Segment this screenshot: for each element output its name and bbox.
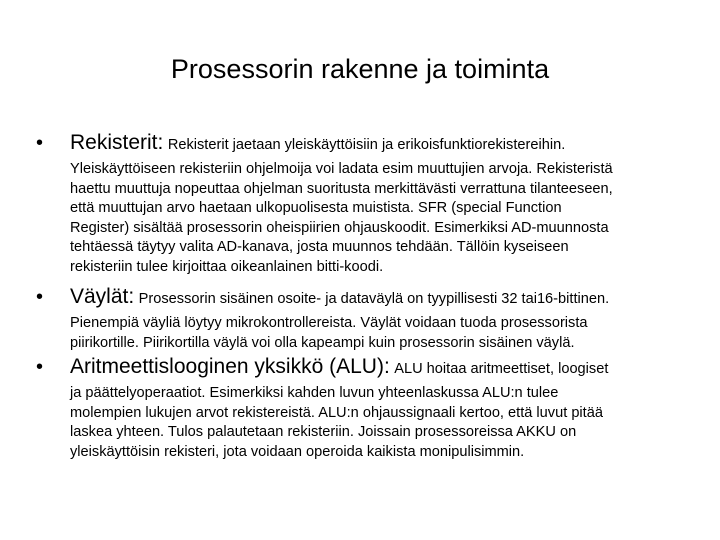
bullet-body <box>70 384 688 462</box>
body-line: ja päättelyoperaatiot. Esimerkiksi kahden luvun yhteenlaskussa ALU:n tulee <box>70 385 559 401</box>
bullet-term: Aritmeettislooginen yksikkö (ALU): <box>70 355 390 378</box>
body-line: yleiskäyttöisin rekisteri, jota voidaan operoida kaikista monipulisimmin. <box>70 443 525 460</box>
body-line: molempien lukujen arvot rekistereistä. ALU:n ohjaussignaali kertoo, että luvut pitää <box>70 404 603 421</box>
bullet-alu <box>36 354 688 462</box>
bullet-term: Rekisterit: <box>70 131 164 154</box>
bullet-head <box>36 130 688 158</box>
body-line: Register) sisältää prosessorin oheispiirien ohjauskoodit. Esimerkiksi AD-muunnosta <box>70 219 609 236</box>
bullet-head <box>36 354 688 382</box>
body-line: haettu muuttuja nopeuttaa ohjelman suoritusta merkittävästi verrattuna tilanteeseen, <box>70 180 613 197</box>
body-line: tehtäessä täytyy valita AD-kanava, josta muunnos tehdään. Tällöin kyseiseen <box>70 239 569 256</box>
body-line: laskea yhteen. Tulos palautetaan rekisteriin. Joissain prosessoreissa AKKU on <box>70 424 577 441</box>
body-line: rekisteriin tulee kirjoittaa oikeanlainen bitti-koodi. <box>70 258 384 275</box>
body-line: että muuttujan arvo haetaan ulkopuolisesta muistista. SFR (special Function <box>70 200 562 217</box>
bullet-head <box>36 284 688 312</box>
bullet-body <box>70 160 688 278</box>
bullet-marker: • <box>36 286 44 308</box>
bullet-rekisterit <box>36 130 688 278</box>
bullet-marker: • <box>36 132 44 154</box>
bullet-lead-text: Prosessorin sisäinen osoite- ja dataväylä on tyypillisesti 32 tai16-bittinen. <box>138 291 610 307</box>
bullet-marker: • <box>36 356 44 378</box>
bullet-lead-text: Rekisterit jaetaan yleiskäyttöisiin ja erikoisfunktiorekistereihin. <box>167 137 566 153</box>
body-line: piirikortille. Piirikortilla väylä voi olla kapeampi kuin prosessorin sisäinen väylä. <box>70 334 575 351</box>
bullet-body <box>70 314 688 353</box>
body-line: Yleiskäyttöiseen rekisteriin ohjelmoija voi ladata esim muuttujien arvoja. Rekisteristä <box>70 161 613 177</box>
bullet-term: Väylät: <box>70 285 135 308</box>
slide-title: Prosessorin rakenne ja toiminta <box>170 54 550 84</box>
bullet-vaylat <box>36 284 688 353</box>
body-line: Pienempiä väyliä löytyy mikrokontrollereista. Väylät voidaan tuoda prosessorista <box>70 315 588 331</box>
bullet-lead-text: ALU hoitaa aritmeettiset, loogiset <box>394 361 609 377</box>
